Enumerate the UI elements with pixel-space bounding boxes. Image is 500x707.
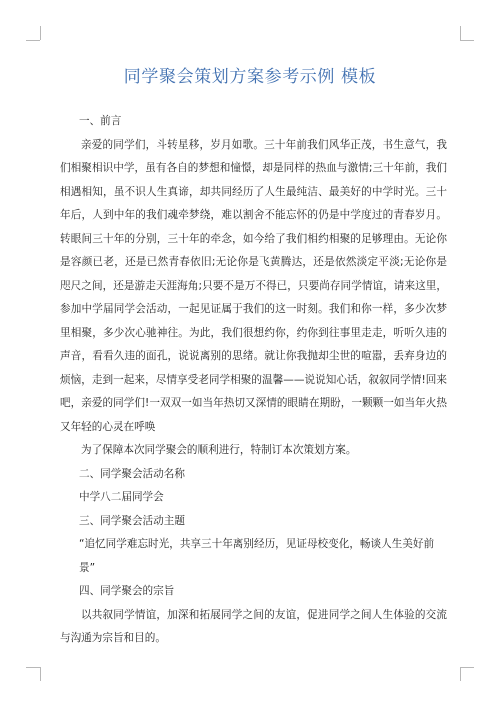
section-heading-activity-name: 二、同学聚会活动名称 bbox=[79, 467, 185, 480]
crop-mark bbox=[460, 40, 474, 41]
activity-name-text: 中学八二届同学会 bbox=[79, 491, 164, 503]
crop-mark bbox=[40, 667, 41, 681]
crop-mark bbox=[460, 667, 461, 681]
crop-mark bbox=[460, 667, 474, 668]
purpose-paragraph: 为了保障本次同学聚会的顺利进行，特制订本次策划方案。 bbox=[81, 444, 357, 456]
section-heading-activity-theme: 三、同学聚会活动主题 bbox=[79, 514, 185, 527]
section-heading-preface: 一、前言 bbox=[79, 115, 122, 127]
crop-mark bbox=[26, 667, 40, 668]
tenet-paragraph: 以共叙同学情谊，加深和拓展同学之间的友谊，促进同学之间人生体验的交流与沟通为宗旨和目的。 bbox=[60, 608, 447, 644]
document-title: 同学聚会策划方案参考示例 模板 bbox=[123, 67, 377, 87]
preface-paragraph: 亲爱的同学们，斗转星移，岁月如歌。三十年前我们风华正茂，书生意气，我们相聚相识中学，虽有各自的梦想和憧憬，却是同样的热血与激情;三十年前，我们相遇相知，虽不识人生真谛，却共同经历了人生最纯洁、最美好的中学时光。三十年后，人到中年的我们魂牵梦绕，难以割舍不能忘怀的仍是中学度过的青春岁月。转眼间三十年的分别，三十年的牵念，如今给了我们相约相聚的足够理由。无论你是容颜已老，还是已然青春依旧;无论你是飞黄腾达，还是依然淡定平淡;无论你是咫尺之间，还是游走天涯海角;只要不是万不得已，只要尚存同学情谊，请来这里，参加中学届同学会活动，一起见证属于我们的这一时刻。我们和你一样，多少次梦里相聚，多少次心驰神往。为此，我们很想约你，约你到往事里走走，听听久违的声音，看看久违的面孔，说说离别的思绪。就让你我抛却尘世的喧嚣，丢弃身边的烦恼，走到一起来，尽情享受老同学相聚的温馨——说说知心话，叙叙同学情!回来吧，亲爱的同学们!一双双一如当年热切又深情的眼睛在期盼，一颗颗一如当年火热又年轻的心灵在呼唤 bbox=[60, 138, 447, 433]
crop-mark bbox=[40, 26, 41, 40]
activity-theme-text: “追忆同学难忘时光，共享三十年离别经历，见证母校变化，畅谈人生美好前景” bbox=[79, 538, 435, 574]
document-body bbox=[60, 110, 447, 651]
crop-mark bbox=[460, 26, 461, 40]
crop-mark bbox=[26, 40, 40, 41]
section-heading-tenet: 四、同学聚会的宗旨 bbox=[79, 585, 175, 597]
